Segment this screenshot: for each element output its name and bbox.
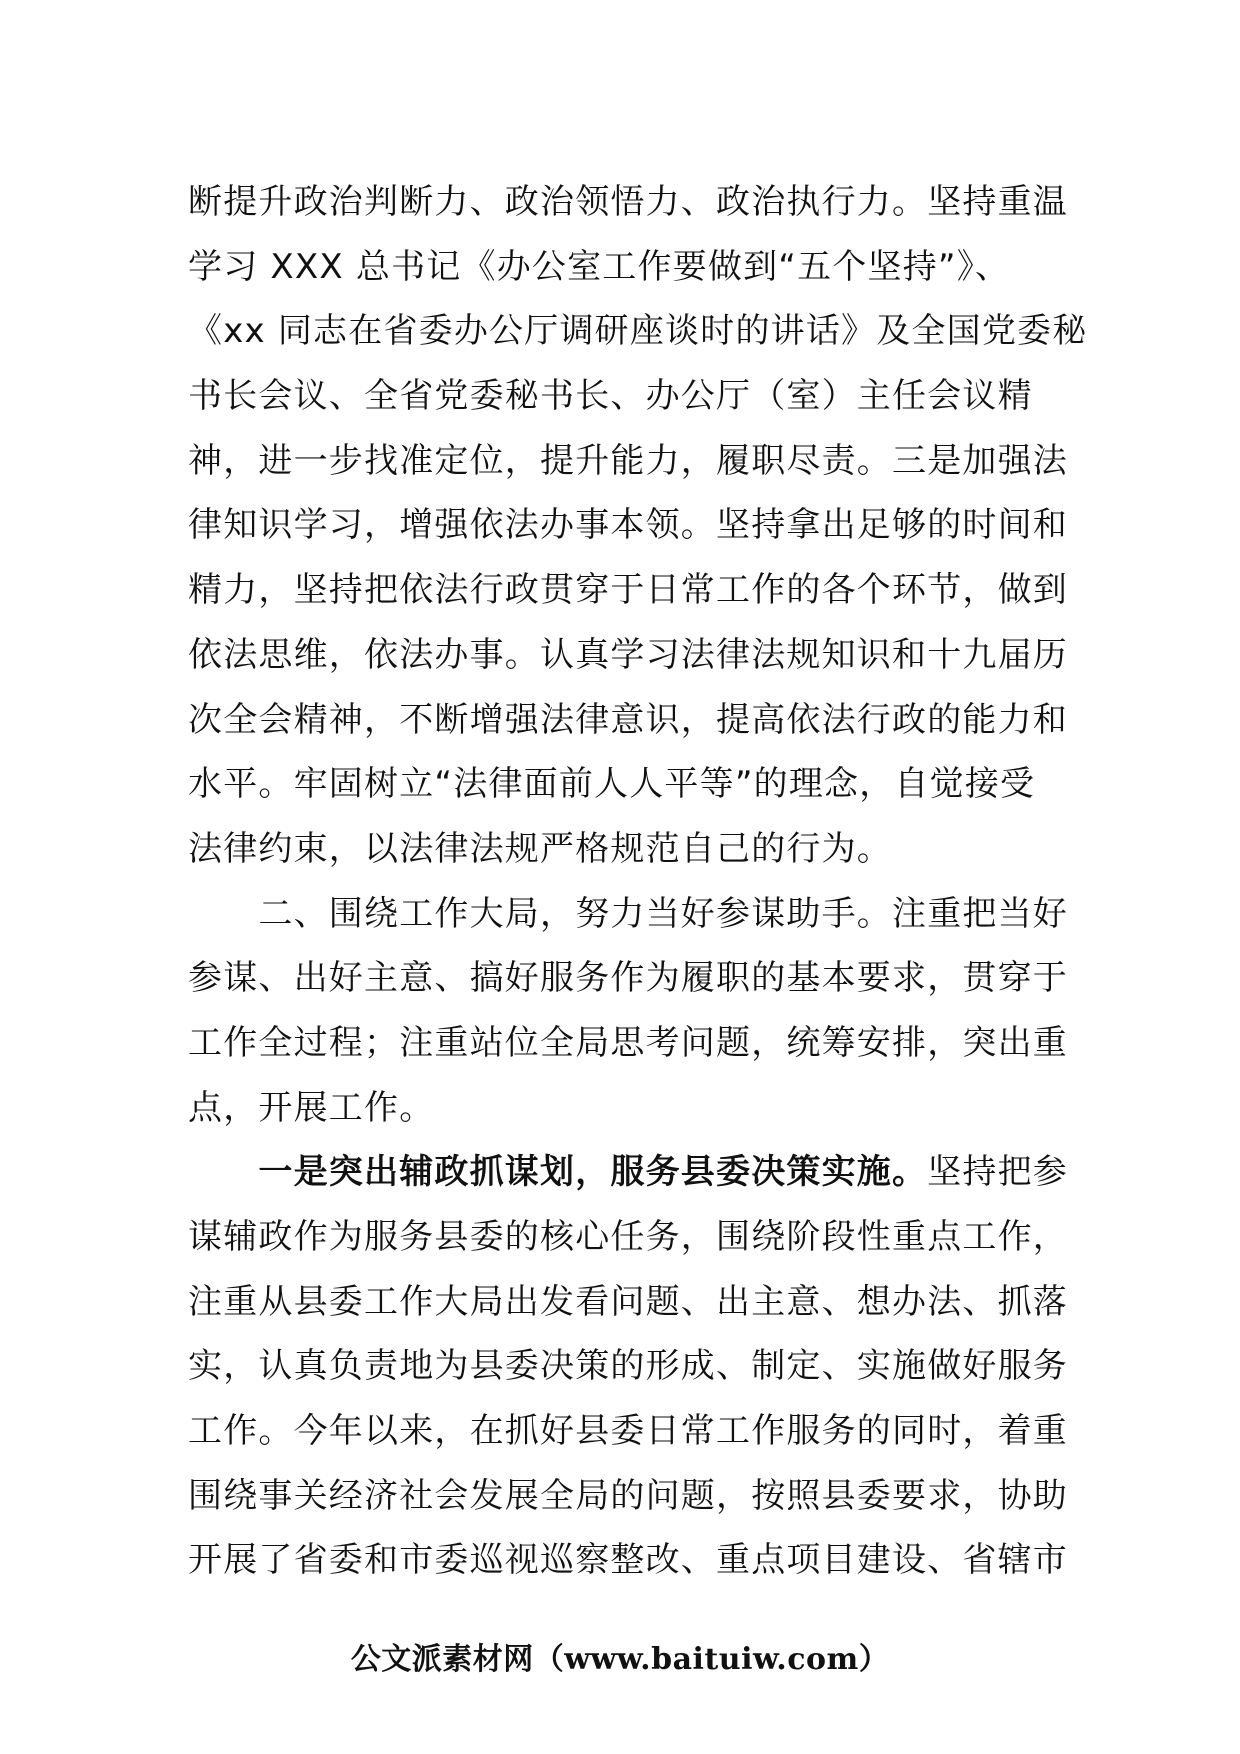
text-line: 点，开展工作。	[188, 1087, 435, 1128]
subheading-line	[188, 1140, 1069, 1205]
text-line: 精力，坚持把依法行政贯穿于日常工作的各个环节，做到	[188, 570, 1068, 611]
text-line: 实，认真负责地为县委决策的形成、制定、实施做好服务	[188, 1346, 1068, 1387]
bold-subheading: 一是突出辅政抓谋划，服务县委决策实施。	[188, 1152, 928, 1193]
text-line: 学习 XXX 总书记《办公室工作要做到“五个坚持”》、	[188, 246, 1011, 287]
footer-watermark: 公文派素材网（www.baituiw.com）	[350, 1642, 890, 1677]
text-line: 书长会议、全省党委秘书长、办公厅（室）主任会议精	[188, 376, 1033, 417]
document-body	[188, 170, 1088, 1593]
text-line: 法律约束，以法律法规严格规范自己的行为。	[188, 828, 892, 869]
text-line: 神，进一步找准定位，提升能力，履职尽责。三是加强法	[188, 440, 1068, 481]
section-heading-line: 二、围绕工作大局，努力当好参谋助手。注重把当好	[188, 893, 1068, 934]
text-line: 断提升政治判断力、政治领悟力、政治执行力。坚持重温	[188, 182, 1068, 222]
text-line: 《xx 同志在省委办公厅调研座谈时的讲话》及全国党委秘	[188, 311, 1088, 352]
subheading-continuation: 坚持把参	[927, 1152, 1069, 1193]
text-line: 律知识学习，增强依法办事本领。坚持拿出足够的时间和	[188, 505, 1068, 546]
text-line: 谋辅政作为服务县委的核心任务，围绕阶段性重点工作，	[188, 1217, 1068, 1257]
text-line: 开展了省委和市委巡视巡察整改、重点项目建设、省辖市	[188, 1540, 1068, 1581]
text-line: 水平。牢固树立“法律面前人人平等”的理念，自觉接受	[188, 764, 1036, 805]
text-line: 围绕事关经济社会发展全局的问题，按照县委要求，协助	[188, 1475, 1068, 1516]
text-line: 工作全过程；注重站位全局思考问题，统筹安排，突出重	[188, 1022, 1068, 1063]
text-line: 工作。今年以来，在抓好县委日常工作服务的同时，着重	[188, 1411, 1068, 1452]
text-line: 依法思维，依法办事。认真学习法律法规知识和十九届历	[188, 634, 1068, 675]
text-line: 注重从县委工作大局出发看问题、出主意、想办法、抓落	[188, 1281, 1068, 1322]
text-line: 参谋、出好主意、搞好服务作为履职的基本要求，贯穿于	[188, 958, 1068, 999]
text-line: 次全会精神，不断增强法律意识，提高依法行政的能力和	[188, 699, 1068, 740]
